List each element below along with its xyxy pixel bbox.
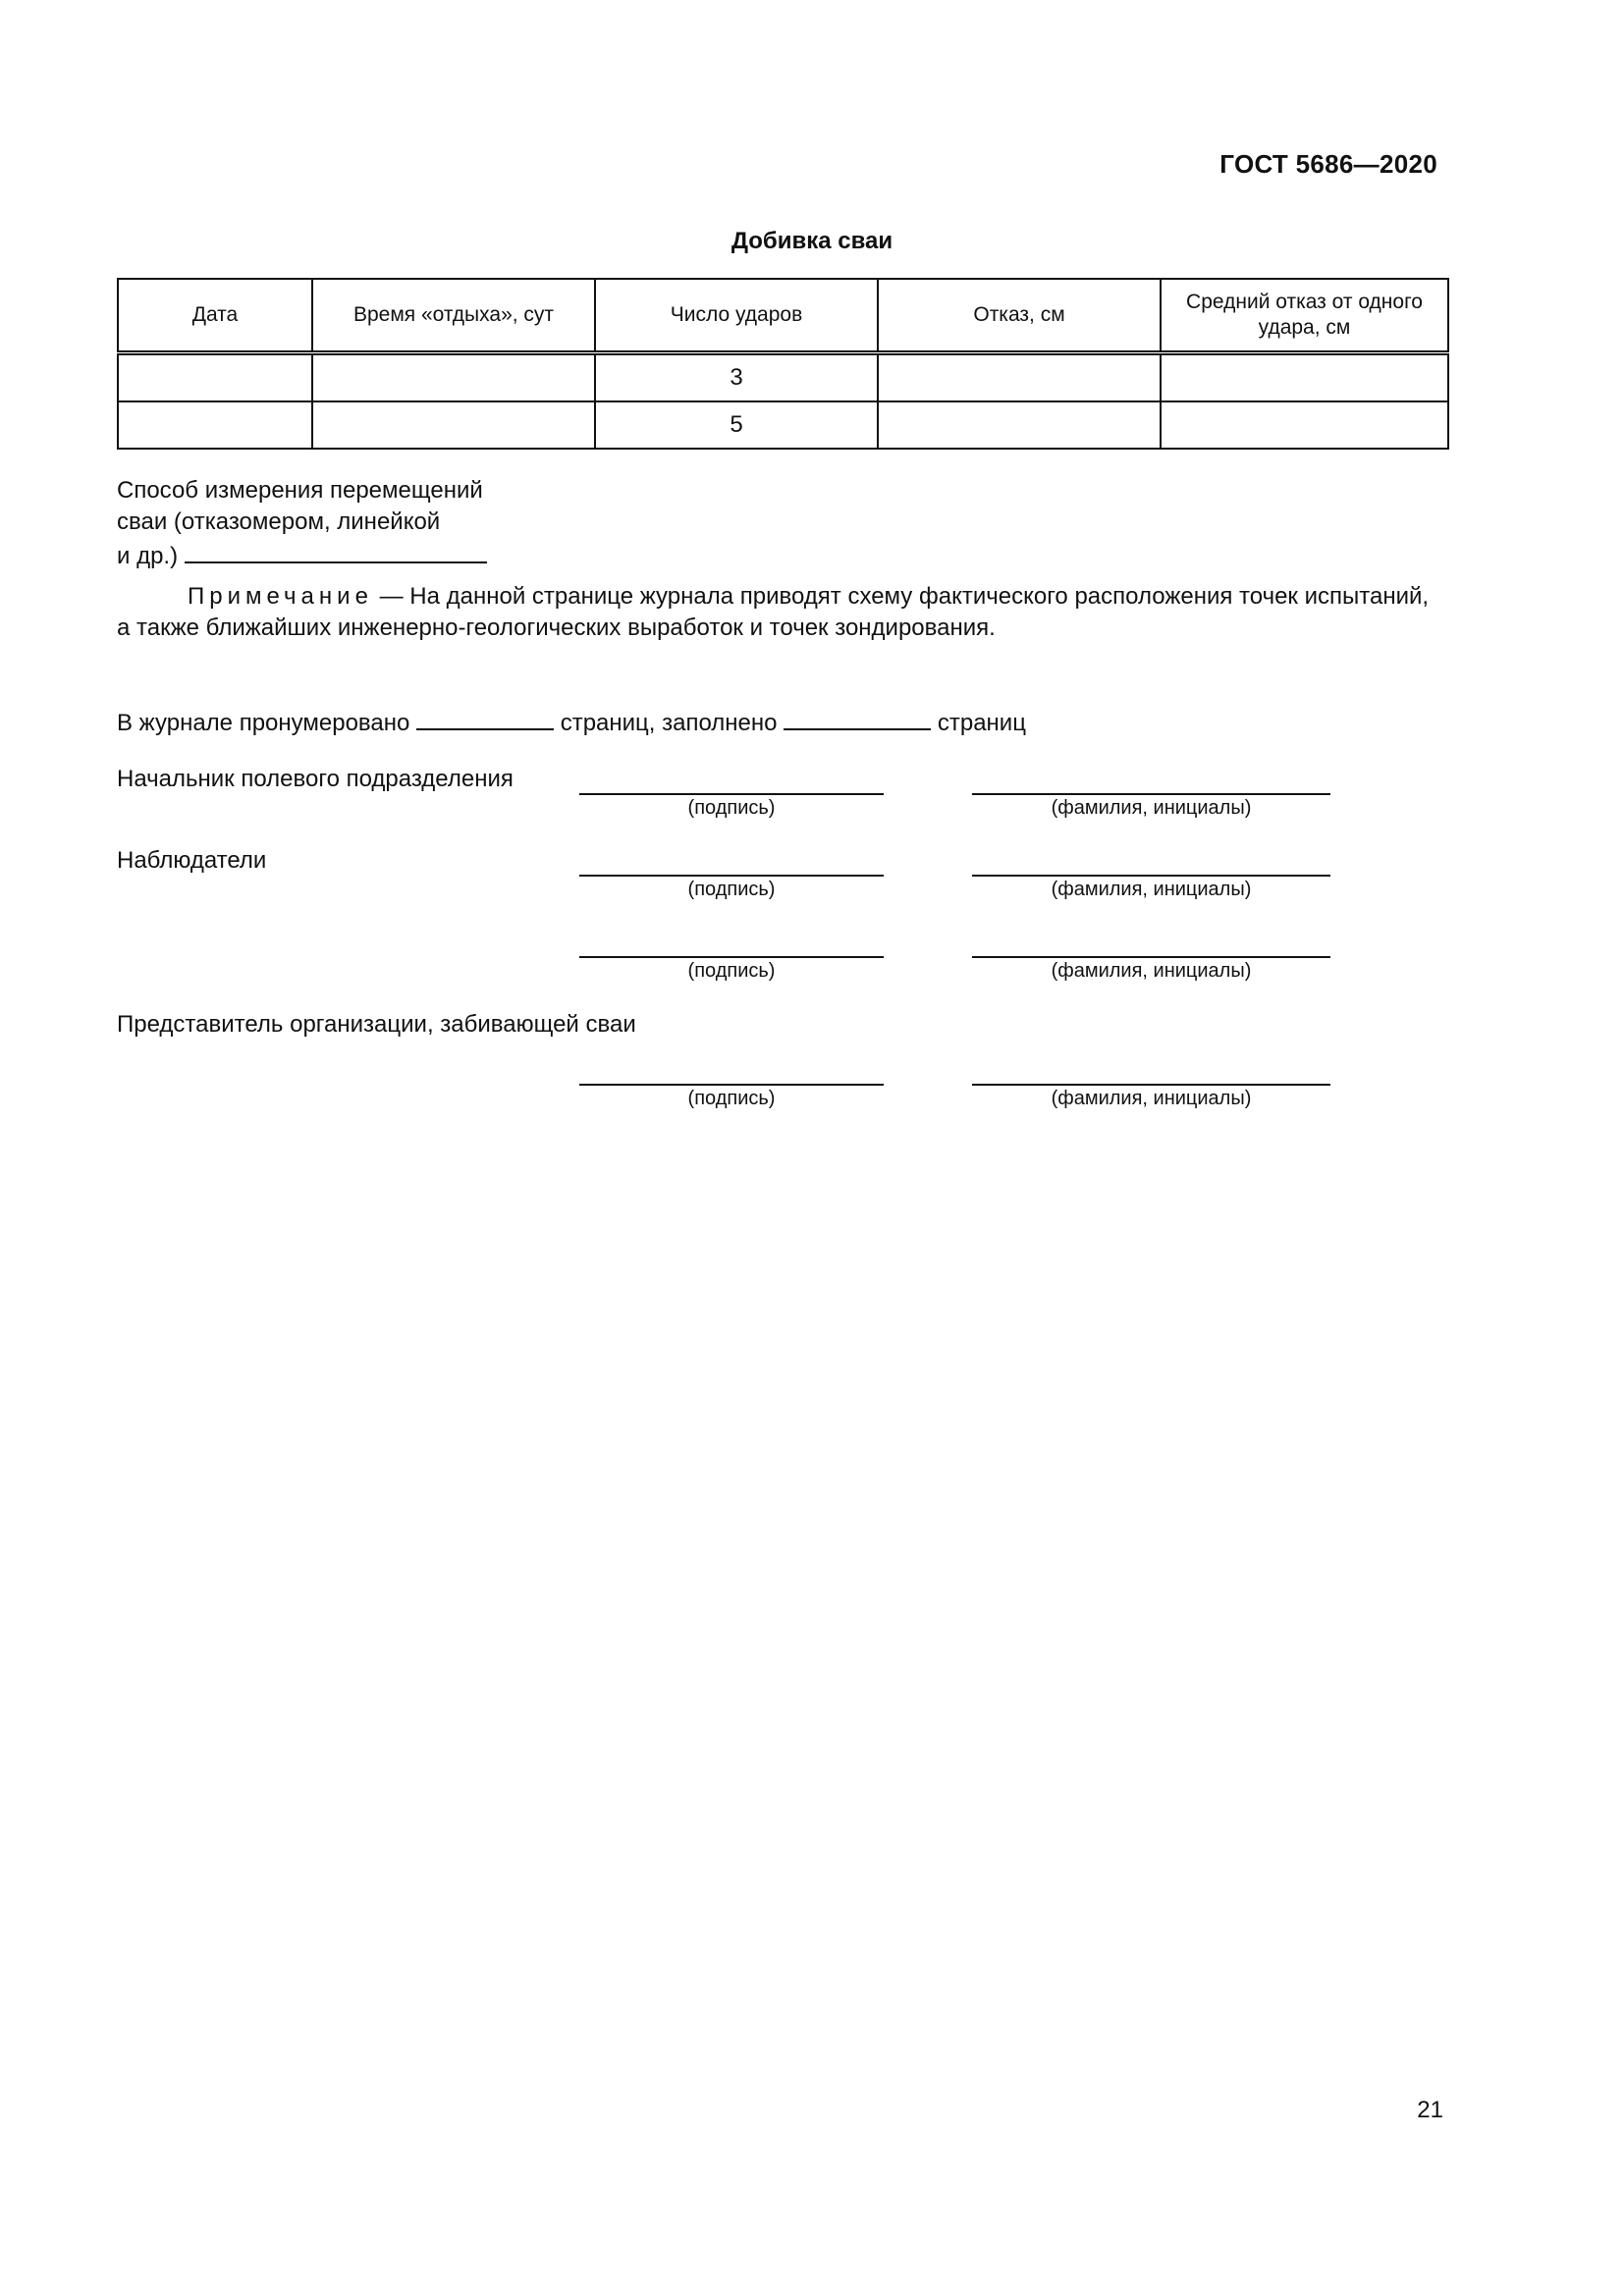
method-text-line: сваи (отказомером, линейкой <box>117 508 441 535</box>
name-field[interactable]: (фамилия, инициалы) <box>972 793 1330 820</box>
column-header-refusal: Отказ, см <box>878 279 1161 353</box>
name-field[interactable]: (фамилия, инициалы) <box>972 956 1330 983</box>
signature-field[interactable]: (подпись) <box>579 875 884 901</box>
note-paragraph <box>117 581 1447 644</box>
method-text-line: Способ измерения перемещений <box>117 477 483 504</box>
table-cell[interactable] <box>312 401 595 449</box>
column-header-date: Дата <box>118 279 312 353</box>
head-role-label: Начальник полевого подразделения <box>117 766 514 792</box>
measurement-method <box>117 475 627 572</box>
standard-code: ГОСТ 5686—2020 <box>1219 149 1437 179</box>
table-cell[interactable] <box>312 353 595 402</box>
page-count-text: страниц, заполнено <box>560 710 778 736</box>
section-title: Добивка сваи <box>731 228 893 254</box>
page-number: 21 <box>1417 2097 1443 2123</box>
column-header-rest-time: Время «отдыха», сут <box>312 279 595 353</box>
signature-field[interactable]: (подпись) <box>579 793 884 820</box>
table-cell[interactable] <box>1161 353 1448 402</box>
page-count-text: В журнале пронумеровано <box>117 710 410 736</box>
method-text-line: и др.) <box>117 543 179 569</box>
table-header-row <box>118 279 1448 353</box>
table-cell[interactable] <box>118 401 312 449</box>
name-field[interactable]: (фамилия, инициалы) <box>972 875 1330 901</box>
method-last-line <box>117 538 627 572</box>
table-cell[interactable] <box>878 401 1161 449</box>
table-cell: 3 <box>595 353 878 402</box>
filled-pages-fill-line[interactable] <box>784 705 931 730</box>
signature-field[interactable]: (подпись) <box>579 956 884 983</box>
note-text: — На данной странице журнала приводят схему фактического расположения точек испытаний, а также ближайших инженерно-геологических выработок и точек зондирования. <box>117 583 1430 641</box>
table-cell[interactable] <box>1161 401 1448 449</box>
table-cell: 5 <box>595 401 878 449</box>
method-fill-line[interactable] <box>185 538 487 563</box>
table-cell[interactable] <box>878 353 1161 402</box>
note-label: Примечание <box>188 583 373 610</box>
column-header-blow-count: Число ударов <box>595 279 878 353</box>
table-row <box>118 401 1448 449</box>
page-count-line <box>117 705 1026 737</box>
signature-field[interactable]: (подпись) <box>579 1084 884 1110</box>
name-field[interactable]: (фамилия, инициалы) <box>972 1084 1330 1110</box>
table-row <box>118 353 1448 402</box>
numbered-pages-fill-line[interactable] <box>416 705 554 730</box>
table-cell[interactable] <box>118 353 312 402</box>
observers-role-label: Наблюдатели <box>117 847 267 874</box>
column-header-avg-refusal: Средний отказ от одного удара, см <box>1161 279 1448 353</box>
representative-role-label: Представитель организации, забивающей сваи <box>117 1011 636 1038</box>
page-count-text: страниц <box>937 710 1026 736</box>
pile-driving-table <box>117 278 1449 450</box>
